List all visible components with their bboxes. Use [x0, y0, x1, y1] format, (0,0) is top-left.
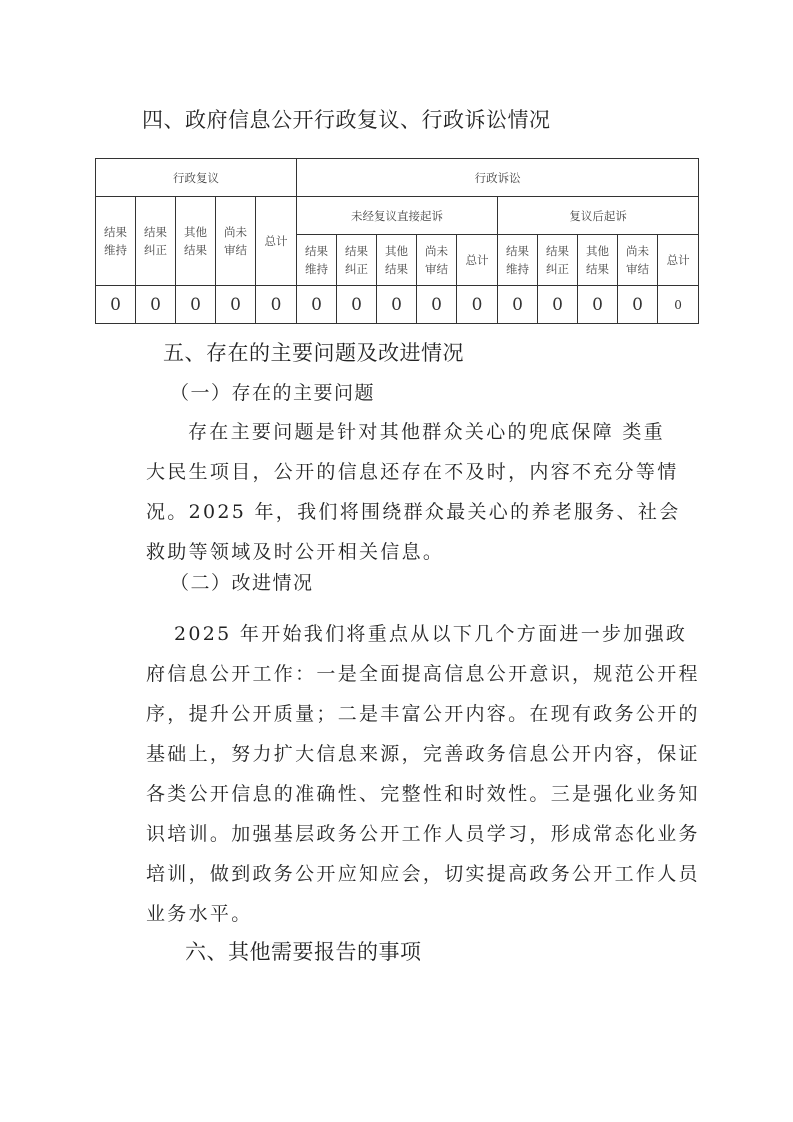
header-administrative-review: 行政复议 [96, 159, 297, 197]
direct-col-pending: 尚未 审结 [417, 235, 457, 286]
direct-col-total: 总计 [457, 235, 498, 286]
paragraph-line: 救助等领域及时公开相关信息。 [146, 541, 445, 563]
paragraph-line: 序，提升公开质量；二是丰富公开内容。在现有政务公开的 [146, 703, 700, 725]
direct-corrected-value: 0 [337, 286, 377, 324]
review-col-pending: 尚未 审结 [216, 197, 256, 286]
paragraph-line: 培训，做到政务公开应知应会，切实提高政务公开工作人员 [146, 863, 700, 885]
problems-paragraph [146, 412, 681, 572]
review-upheld-value: 0 [96, 286, 136, 324]
paragraph-line: 识培训。加强基层政务公开工作人员学习，形成常态化业务 [146, 823, 700, 845]
after-review-col-pending: 尚未 审结 [618, 235, 658, 286]
section-5-heading: 五、存在的主要问题及改进情况 [163, 341, 464, 365]
direct-pending-value: 0 [417, 286, 457, 324]
review-corrected-value: 0 [136, 286, 176, 324]
paragraph-line: 况。2025 年，我们将围绕群众最关心的养老服务、社会 [146, 501, 681, 523]
section-4-heading: 四、政府信息公开行政复议、行政诉讼情况 [142, 108, 551, 132]
after-review-upheld-value: 0 [498, 286, 538, 324]
review-pending-value: 0 [216, 286, 256, 324]
header-litigation-after-review: 复议后起诉 [498, 197, 699, 235]
paragraph-line: 府信息公开工作：一是全面提高信息公开意识，规范公开程 [146, 663, 700, 685]
header-administrative-litigation: 行政诉讼 [297, 159, 699, 197]
direct-col-other: 其他 结果 [377, 235, 417, 286]
after-review-col-total: 总计 [658, 235, 699, 286]
improvements-paragraph [146, 614, 700, 934]
paragraph-line: 存在主要问题是针对其他群众关心的兜底保障 类重 [188, 421, 665, 443]
direct-other-value: 0 [377, 286, 417, 324]
direct-total-value: 0 [457, 286, 498, 324]
review-col-total: 总计 [256, 197, 297, 286]
direct-col-corrected: 结果 纠正 [337, 235, 377, 286]
paragraph-line: 基础上，努力扩大信息来源，完善政务信息公开内容，保证 [146, 743, 700, 765]
after-review-total-value: 0 [658, 286, 699, 324]
after-review-corrected-value: 0 [538, 286, 578, 324]
review-total-value: 0 [256, 286, 297, 324]
paragraph-line: 大民生项目，公开的信息还存在不及时，内容不充分等情 [146, 461, 679, 483]
after-review-col-corrected: 结果 纠正 [538, 235, 578, 286]
header-direct-litigation: 未经复议直接起诉 [297, 197, 498, 235]
review-other-value: 0 [176, 286, 216, 324]
after-review-col-other: 其他 结果 [578, 235, 618, 286]
paragraph-line: 业务水平。 [146, 903, 253, 925]
subsection-2-heading: （二）改进情况 [170, 572, 314, 594]
paragraph-line: 各类公开信息的准确性、完整性和时效性。三是强化业务知 [146, 783, 700, 805]
review-col-upheld: 结果 维持 [96, 197, 136, 286]
review-litigation-table [95, 158, 699, 324]
after-review-col-upheld: 结果 维持 [498, 235, 538, 286]
paragraph-line: 2025 年开始我们将重点从以下几个方面进一步加强政 [174, 623, 688, 645]
review-col-other: 其他 结果 [176, 197, 216, 286]
after-review-other-value: 0 [578, 286, 618, 324]
subsection-1-heading: （一）存在的主要问题 [170, 382, 376, 404]
section-6-heading: 六、其他需要报告的事项 [185, 940, 422, 964]
direct-col-upheld: 结果 维持 [297, 235, 337, 286]
after-review-pending-value: 0 [618, 286, 658, 324]
review-col-corrected: 结果 纠正 [136, 197, 176, 286]
direct-upheld-value: 0 [297, 286, 337, 324]
table-row-values [96, 286, 699, 324]
